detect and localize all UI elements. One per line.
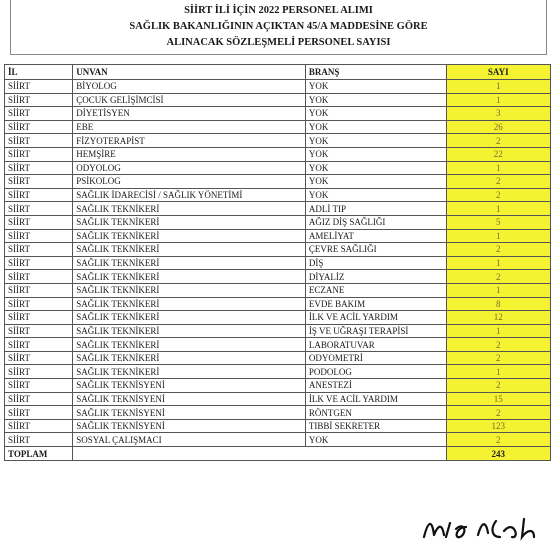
- cell-unvan: BİYOLOG: [73, 80, 306, 94]
- cell-sayi: 1: [446, 256, 550, 270]
- table-row: [5, 175, 551, 189]
- cell-brans: YOK: [305, 93, 446, 107]
- cell-sayi: 2: [446, 338, 550, 352]
- cell-sayi: 8: [446, 297, 550, 311]
- cell-brans: RÖNTGEN: [305, 406, 446, 420]
- cell-unvan: SAĞLIK TEKNİKERİ: [73, 365, 306, 379]
- cell-brans: DİŞ: [305, 256, 446, 270]
- cell-il: SİİRT: [5, 338, 73, 352]
- cell-sayi: 2: [446, 379, 550, 393]
- cell-unvan: FİZYOTERAPİST: [73, 134, 306, 148]
- cell-il: SİİRT: [5, 256, 73, 270]
- table-row: [5, 134, 551, 148]
- cell-sayi: 1: [446, 283, 550, 297]
- cell-brans: ECZANE: [305, 283, 446, 297]
- cell-brans: ODYOMETRİ: [305, 351, 446, 365]
- cell-il: SİİRT: [5, 297, 73, 311]
- cell-sayi: 2: [446, 243, 550, 257]
- table-row: [5, 202, 551, 216]
- cell-sayi: 12: [446, 311, 550, 325]
- cell-unvan: SAĞLIK TEKNİKERİ: [73, 270, 306, 284]
- cell-unvan: SAĞLIK TEKNİSYENİ: [73, 379, 306, 393]
- cell-unvan: SAĞLIK TEKNİSYENİ: [73, 406, 306, 420]
- cell-unvan: SAĞLIK TEKNİKERİ: [73, 351, 306, 365]
- cell-il: SİİRT: [5, 161, 73, 175]
- cell-unvan: SOSYAL ÇALIŞMACI: [73, 433, 306, 447]
- document: [4, 0, 553, 461]
- cell-brans: YOK: [305, 433, 446, 447]
- table-row: [5, 419, 551, 433]
- handwritten-signature: [420, 515, 550, 547]
- cell-brans: YOK: [305, 147, 446, 161]
- table-row: [5, 256, 551, 270]
- cell-il: SİİRT: [5, 311, 73, 325]
- table-row: [5, 324, 551, 338]
- table-row: [5, 215, 551, 229]
- cell-brans: EVDE BAKIM: [305, 297, 446, 311]
- table-row: [5, 297, 551, 311]
- cell-brans: YOK: [305, 134, 446, 148]
- cell-il: SİİRT: [5, 202, 73, 216]
- cell-brans: AMELİYAT: [305, 229, 446, 243]
- cell-il: SİİRT: [5, 270, 73, 284]
- cell-unvan: SAĞLIK TEKNİKERİ: [73, 297, 306, 311]
- total-empty-cell: [73, 447, 306, 461]
- table-row: [5, 433, 551, 447]
- cell-unvan: DİYETİSYEN: [73, 107, 306, 121]
- cell-sayi: 5: [446, 215, 550, 229]
- cell-il: SİİRT: [5, 80, 73, 94]
- cell-il: SİİRT: [5, 283, 73, 297]
- table-row: [5, 270, 551, 284]
- table-row: [5, 311, 551, 325]
- cell-unvan: SAĞLIK TEKNİKERİ: [73, 215, 306, 229]
- cell-il: SİİRT: [5, 107, 73, 121]
- table-row: [5, 147, 551, 161]
- cell-brans: YOK: [305, 80, 446, 94]
- table-row: [5, 338, 551, 352]
- cell-il: SİİRT: [5, 229, 73, 243]
- cell-il: SİİRT: [5, 134, 73, 148]
- cell-sayi: 26: [446, 120, 550, 134]
- table-header-row: [5, 65, 551, 80]
- cell-il: SİİRT: [5, 175, 73, 189]
- cell-unvan: SAĞLIK TEKNİKERİ: [73, 243, 306, 257]
- table-row: [5, 161, 551, 175]
- cell-il: SİİRT: [5, 406, 73, 420]
- total-empty-cell: [305, 447, 446, 461]
- cell-brans: YOK: [305, 175, 446, 189]
- cell-brans: LABORATUVAR: [305, 338, 446, 352]
- cell-unvan: SAĞLIK İDARECİSİ / SAĞLIK YÖNETİMİ: [73, 188, 306, 202]
- cell-il: SİİRT: [5, 215, 73, 229]
- cell-brans: ÇEVRE SAĞLIĞI: [305, 243, 446, 257]
- cell-sayi: 22: [446, 147, 550, 161]
- cell-il: SİİRT: [5, 419, 73, 433]
- cell-sayi: 1: [446, 93, 550, 107]
- cell-unvan: SAĞLIK TEKNİKERİ: [73, 283, 306, 297]
- cell-brans: AĞIZ DİŞ SAĞLIĞI: [305, 215, 446, 229]
- cell-brans: YOK: [305, 161, 446, 175]
- table-row: [5, 379, 551, 393]
- table-row: [5, 392, 551, 406]
- table-row: [5, 243, 551, 257]
- cell-brans: DİYALİZ: [305, 270, 446, 284]
- total-row: [5, 447, 551, 461]
- cell-il: SİİRT: [5, 147, 73, 161]
- cell-sayi: 1: [446, 229, 550, 243]
- table-row: [5, 406, 551, 420]
- cell-sayi: 2: [446, 351, 550, 365]
- cell-sayi: 1: [446, 365, 550, 379]
- cell-il: SİİRT: [5, 433, 73, 447]
- document-header: [10, 0, 547, 55]
- header-line-3: ALINACAK SÖZLEŞMELİ PERSONEL SAYISI: [166, 37, 391, 48]
- cell-unvan: EBE: [73, 120, 306, 134]
- cell-unvan: SAĞLIK TEKNİSYENİ: [73, 392, 306, 406]
- cell-sayi: 15: [446, 392, 550, 406]
- cell-il: SİİRT: [5, 93, 73, 107]
- cell-il: SİİRT: [5, 351, 73, 365]
- cell-il: SİİRT: [5, 243, 73, 257]
- cell-unvan: SAĞLIK TEKNİKERİ: [73, 229, 306, 243]
- cell-unvan: SAĞLIK TEKNİKERİ: [73, 256, 306, 270]
- cell-unvan: PSİKOLOG: [73, 175, 306, 189]
- table-row: [5, 80, 551, 94]
- column-header-il: İL: [5, 65, 73, 80]
- table-body: [5, 80, 551, 447]
- cell-sayi: 1: [446, 324, 550, 338]
- cell-brans: ADLİ TIP: [305, 202, 446, 216]
- table-row: [5, 93, 551, 107]
- cell-sayi: 1: [446, 161, 550, 175]
- cell-il: SİİRT: [5, 365, 73, 379]
- cell-il: SİİRT: [5, 324, 73, 338]
- total-label: TOPLAM: [5, 447, 73, 461]
- cell-sayi: 2: [446, 134, 550, 148]
- cell-unvan: SAĞLIK TEKNİKERİ: [73, 338, 306, 352]
- cell-brans: TIBBİ SEKRETER: [305, 419, 446, 433]
- cell-sayi: 2: [446, 188, 550, 202]
- table-row: [5, 120, 551, 134]
- cell-il: SİİRT: [5, 392, 73, 406]
- table-row: [5, 351, 551, 365]
- cell-il: SİİRT: [5, 120, 73, 134]
- cell-sayi: 1: [446, 202, 550, 216]
- cell-unvan: SAĞLIK TEKNİKERİ: [73, 202, 306, 216]
- cell-unvan: HEMŞİRE: [73, 147, 306, 161]
- total-value: 243: [446, 447, 550, 461]
- cell-brans: YOK: [305, 188, 446, 202]
- cell-sayi: 2: [446, 175, 550, 189]
- cell-sayi: 1: [446, 80, 550, 94]
- cell-brans: ANESTEZİ: [305, 379, 446, 393]
- cell-sayi: 123: [446, 419, 550, 433]
- table-row: [5, 107, 551, 121]
- cell-sayi: 2: [446, 270, 550, 284]
- cell-brans: YOK: [305, 107, 446, 121]
- table-row: [5, 188, 551, 202]
- header-line-1: SİİRT İLİ İÇİN 2022 PERSONEL ALIMI: [184, 5, 373, 16]
- cell-unvan: ODYOLOG: [73, 161, 306, 175]
- column-header-brans: BRANŞ: [305, 65, 446, 80]
- cell-unvan: ÇOCUK GELİŞİMCİSİ: [73, 93, 306, 107]
- cell-il: SİİRT: [5, 188, 73, 202]
- cell-sayi: 3: [446, 107, 550, 121]
- cell-unvan: SAĞLIK TEKNİKERİ: [73, 311, 306, 325]
- cell-brans: İLK VE ACİL YARDIM: [305, 311, 446, 325]
- cell-unvan: SAĞLIK TEKNİSYENİ: [73, 419, 306, 433]
- cell-il: SİİRT: [5, 379, 73, 393]
- cell-brans: İLK VE ACİL YARDIM: [305, 392, 446, 406]
- table-row: [5, 229, 551, 243]
- signature-scribble: [420, 515, 550, 541]
- cell-unvan: SAĞLIK TEKNİKERİ: [73, 324, 306, 338]
- header-line-2: SAĞLIK BAKANLIĞININ AÇIKTAN 45/A MADDESİNE GÖRE: [129, 21, 428, 32]
- column-header-unvan: UNVAN: [73, 65, 306, 80]
- cell-brans: PODOLOG: [305, 365, 446, 379]
- column-header-sayi: SAYI: [446, 65, 550, 80]
- personnel-table: [4, 64, 551, 461]
- table-row: [5, 365, 551, 379]
- table-row: [5, 283, 551, 297]
- cell-sayi: 2: [446, 406, 550, 420]
- cell-brans: İŞ VE UĞRAŞI TERAPİSİ: [305, 324, 446, 338]
- cell-sayi: 2: [446, 433, 550, 447]
- cell-brans: YOK: [305, 120, 446, 134]
